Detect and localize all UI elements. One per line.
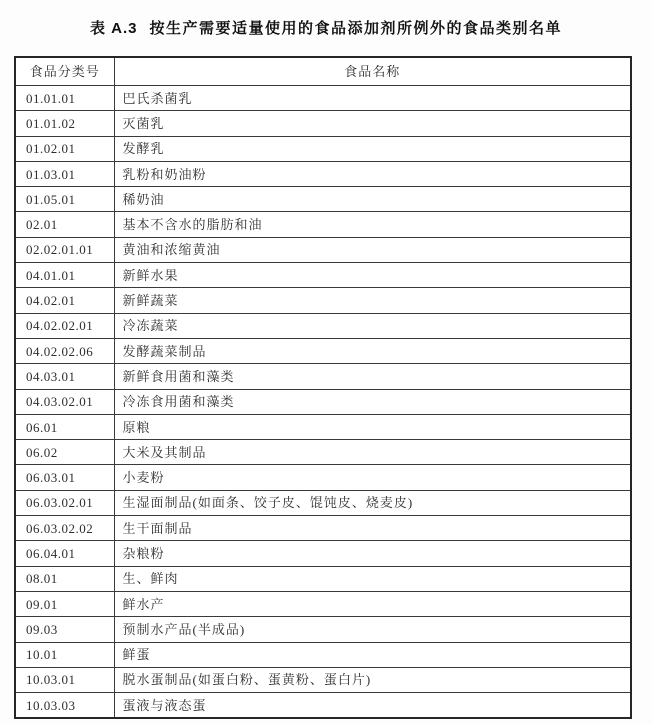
food-name-cell: 蛋液与液态蛋 (114, 693, 631, 719)
food-name-cell: 原粮 (114, 414, 631, 439)
table-body (15, 86, 631, 719)
table-row (15, 263, 631, 288)
category-code-cell: 04.02.02.06 (15, 338, 114, 363)
food-name-cell: 基本不含水的脂肪和油 (114, 212, 631, 237)
category-code-cell: 04.03.01 (15, 364, 114, 389)
table-row (15, 187, 631, 212)
category-code-cell: 06.02 (15, 440, 114, 465)
food-name-cell: 预制水产品(半成品) (114, 617, 631, 642)
table-row (15, 414, 631, 439)
category-code-cell: 02.01 (15, 212, 114, 237)
category-code-cell: 09.01 (15, 591, 114, 616)
table-row (15, 111, 631, 136)
table-row (15, 136, 631, 161)
table-row (15, 465, 631, 490)
table-row (15, 617, 631, 642)
food-name-cell: 鲜水产 (114, 591, 631, 616)
table-header-row (15, 57, 631, 86)
table-row (15, 667, 631, 692)
food-name-cell: 冷冻食用菌和藻类 (114, 389, 631, 414)
table-row (15, 338, 631, 363)
category-code-cell: 06.03.01 (15, 465, 114, 490)
food-name-cell: 黄油和浓缩黄油 (114, 237, 631, 262)
category-code-cell: 09.03 (15, 617, 114, 642)
table-row (15, 313, 631, 338)
food-name-cell: 稀奶油 (114, 187, 631, 212)
table-row (15, 440, 631, 465)
table-row (15, 86, 631, 111)
food-name-cell: 生、鲜肉 (114, 566, 631, 591)
category-code-cell: 06.04.01 (15, 541, 114, 566)
table-row (15, 642, 631, 667)
category-code-cell: 02.02.01.01 (15, 237, 114, 262)
table-caption-text: 按生产需要适量使用的食品添加剂所例外的食品类别名单 (149, 20, 563, 37)
food-name-cell: 发酵蔬菜制品 (114, 338, 631, 363)
food-name-cell: 新鲜食用菌和藻类 (114, 364, 631, 389)
food-name-cell: 新鲜蔬菜 (114, 288, 631, 313)
food-name-cell: 发酵乳 (114, 136, 631, 161)
table-row (15, 288, 631, 313)
category-code-cell: 01.01.02 (15, 111, 114, 136)
food-name-cell: 乳粉和奶油粉 (114, 161, 631, 186)
table-row (15, 364, 631, 389)
category-code-cell: 04.02.01 (15, 288, 114, 313)
category-code-cell: 01.05.01 (15, 187, 114, 212)
category-code-cell: 08.01 (15, 566, 114, 591)
category-code-cell: 10.01 (15, 642, 114, 667)
category-code-cell: 10.03.01 (15, 667, 114, 692)
category-code-cell: 06.03.02.01 (15, 490, 114, 515)
column-header-food-name: 食品名称 (114, 57, 631, 86)
column-header-category-code: 食品分类号 (15, 57, 114, 86)
category-code-cell: 04.03.02.01 (15, 389, 114, 414)
category-code-cell: 04.02.02.01 (15, 313, 114, 338)
table-row (15, 541, 631, 566)
category-code-cell: 01.01.01 (15, 86, 114, 111)
category-code-cell: 01.02.01 (15, 136, 114, 161)
table-row (15, 389, 631, 414)
food-name-cell: 脱水蛋制品(如蛋白粉、蛋黄粉、蛋白片) (114, 667, 631, 692)
food-category-table (14, 56, 632, 719)
table-row (15, 566, 631, 591)
food-name-cell: 生干面制品 (114, 516, 631, 541)
category-code-cell: 04.01.01 (15, 263, 114, 288)
food-name-cell: 杂粮粉 (114, 541, 631, 566)
food-name-cell: 鲜蛋 (114, 642, 631, 667)
food-name-cell: 巴氏杀菌乳 (114, 86, 631, 111)
category-code-cell: 10.03.03 (15, 693, 114, 719)
food-name-cell: 新鲜水果 (114, 263, 631, 288)
table-row (15, 591, 631, 616)
table-row (15, 490, 631, 515)
category-code-cell: 06.01 (15, 414, 114, 439)
table-row (15, 212, 631, 237)
table-caption-label: 表 A.3 (89, 20, 138, 37)
table-row (15, 237, 631, 262)
category-code-cell: 01.03.01 (15, 161, 114, 186)
category-code-cell: 06.03.02.02 (15, 516, 114, 541)
food-name-cell: 小麦粉 (114, 465, 631, 490)
table-row (15, 161, 631, 186)
food-name-cell: 冷冻蔬菜 (114, 313, 631, 338)
table-row (15, 516, 631, 541)
food-name-cell: 生湿面制品(如面条、饺子皮、馄饨皮、烧麦皮) (114, 490, 631, 515)
food-name-cell: 大米及其制品 (114, 440, 631, 465)
food-name-cell: 灭菌乳 (114, 111, 631, 136)
table-caption (0, 17, 652, 38)
table-row (15, 693, 631, 719)
